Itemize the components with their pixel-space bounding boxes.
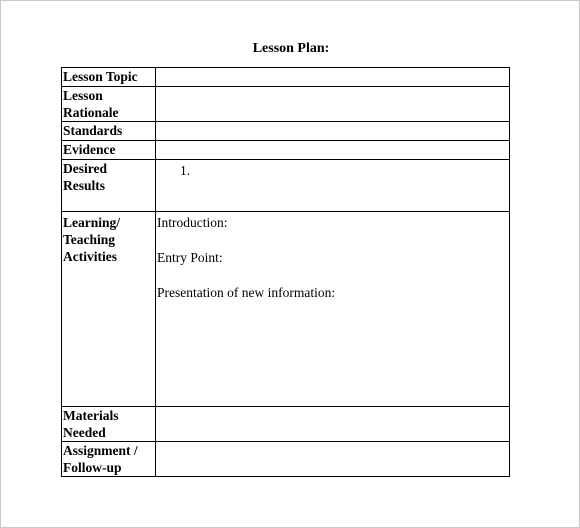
entry-point-text: Entry Point: (157, 250, 223, 265)
table-row-lesson-topic (62, 68, 510, 87)
lesson-plan-table (61, 67, 510, 477)
learning-teaching-label (62, 212, 156, 407)
evidence-label (62, 141, 156, 160)
table-row-lesson-rationale (62, 87, 510, 122)
lesson-rationale-field[interactable] (156, 87, 510, 122)
learning-teaching-label-line3: Activities (63, 249, 117, 264)
presentation-text: Presentation of new information: (157, 285, 336, 300)
materials-needed-label-line1: Materials (63, 408, 119, 423)
table-row-materials-needed (62, 407, 510, 442)
assignment-followup-label (62, 442, 156, 477)
standards-label (62, 122, 156, 141)
lesson-topic-field[interactable] (156, 68, 510, 87)
lesson-rationale-label-line1: Lesson (63, 88, 103, 103)
desired-results-label-line2: Results (63, 178, 106, 193)
standards-label-text: Standards (63, 123, 123, 138)
standards-field[interactable] (156, 122, 510, 141)
lesson-rationale-label (62, 87, 156, 122)
materials-needed-field[interactable] (156, 407, 510, 442)
learning-teaching-label-line2: Teaching (63, 232, 116, 247)
table-row-desired-results (62, 160, 510, 212)
assignment-followup-label-line2: Follow-up (63, 460, 122, 475)
assignment-followup-field[interactable] (156, 442, 510, 477)
evidence-field[interactable] (156, 141, 510, 160)
desired-results-item-number: 1. (180, 163, 191, 178)
materials-needed-label-line2: Needed (63, 425, 106, 440)
assignment-followup-label-line1: Assignment / (63, 443, 138, 458)
materials-needed-label (62, 407, 156, 442)
table-row-evidence (62, 141, 510, 160)
table-row-assignment-followup (62, 442, 510, 477)
table-row-standards (62, 122, 510, 141)
evidence-label-text: Evidence (63, 142, 116, 157)
table-row-learning-teaching (62, 212, 510, 407)
learning-teaching-label-line1: Learning/ (63, 215, 121, 230)
desired-results-label (62, 160, 156, 212)
introduction-text: Introduction: (157, 215, 228, 230)
lesson-topic-label (62, 68, 156, 87)
learning-teaching-field[interactable] (156, 212, 510, 407)
lesson-topic-label-text: Lesson Topic (63, 69, 138, 84)
desired-results-label-line1: Desired (63, 161, 107, 176)
desired-results-field[interactable] (156, 160, 510, 212)
document-title: Lesson Plan: (252, 41, 330, 56)
lesson-rationale-label-line2: Rationale (63, 105, 119, 120)
